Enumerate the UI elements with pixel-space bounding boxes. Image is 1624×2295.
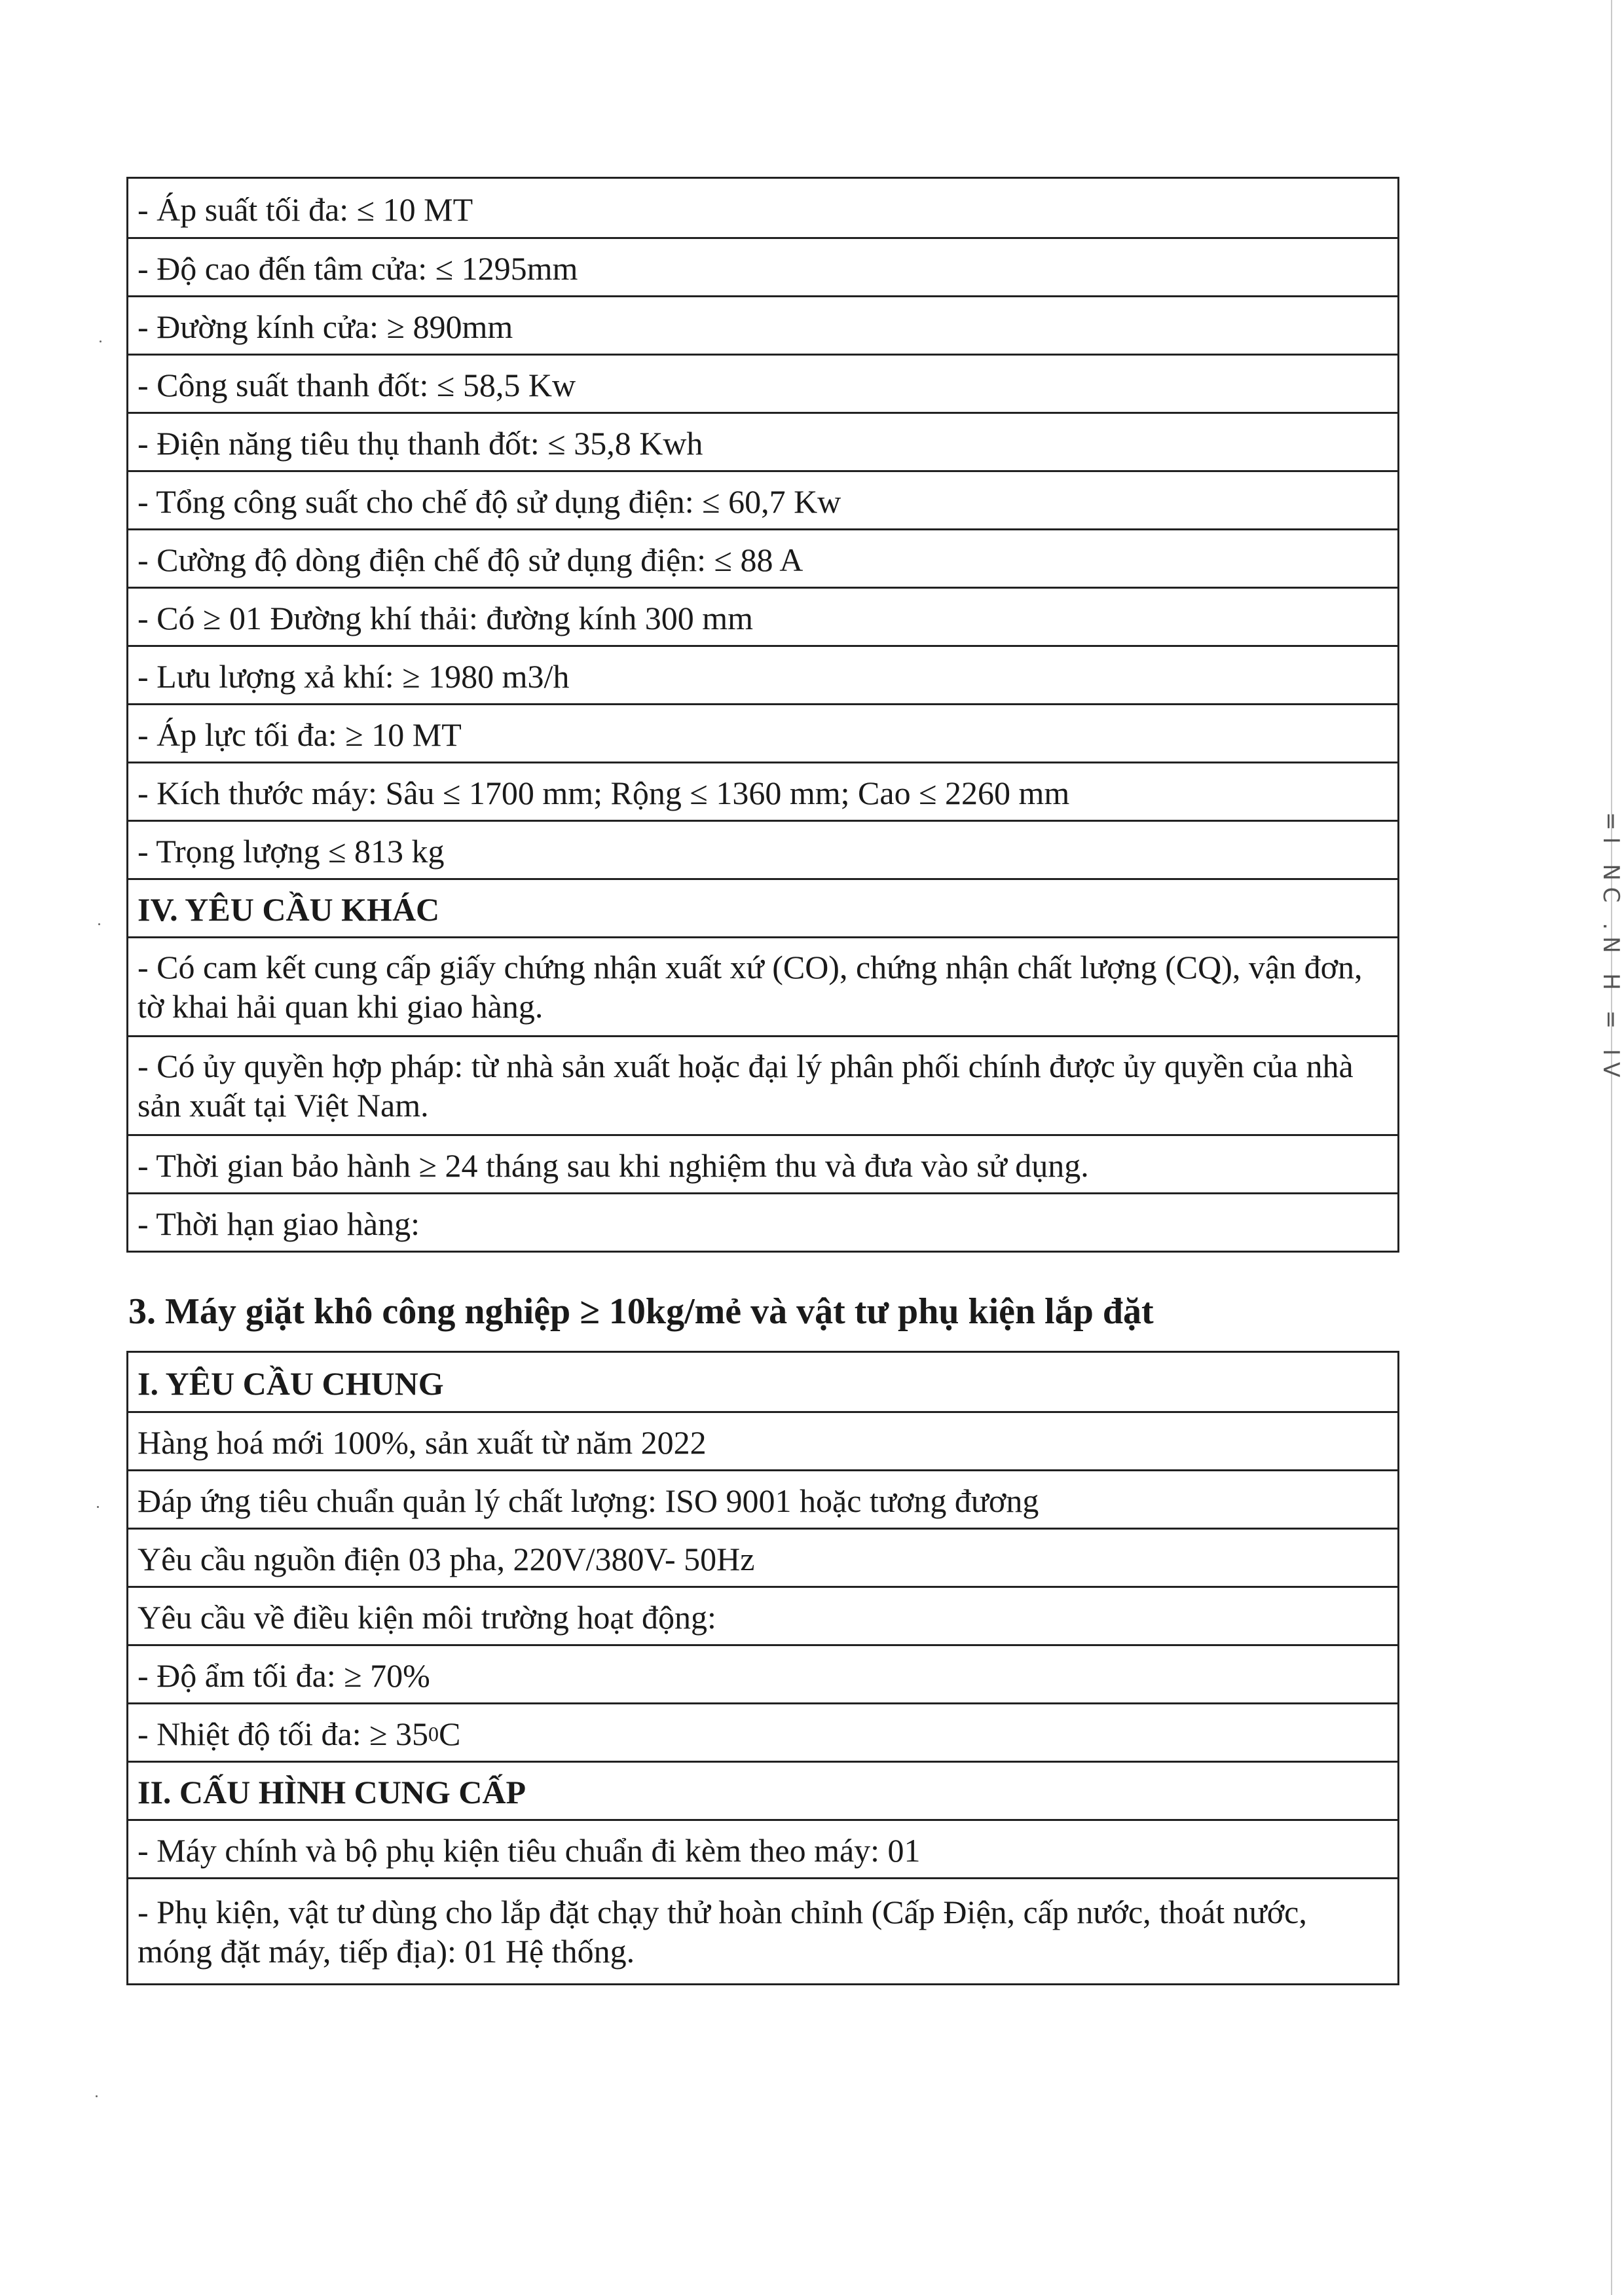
table-row: - Máy chính và bộ phụ kiện tiêu chuẩn đi kèm theo máy: 01 [128, 1819, 1397, 1877]
table-row: - Có ủy quyền hợp pháp: từ nhà sản xuất hoặc đại lý phân phối chính được ủy quyền của nhà sản xuất tại Việt Nam. [128, 1035, 1397, 1134]
table-row: Hàng hoá mới 100%, sản xuất từ năm 2022 [128, 1411, 1397, 1469]
table-row: - Có cam kết cung cấp giấy chứng nhận xuất xứ (CO), chứng nhận chất lượng (CQ), vận đơn, tờ khai hải quan khi giao hàng. [128, 936, 1397, 1035]
table-row: - Lưu lượng xả khí: ≥ 1980 m3/h [128, 645, 1397, 703]
section-heading-supply-configuration: II. CẤU HÌNH CUNG CẤP [128, 1761, 1397, 1819]
table-row: - Nhiệt độ tối đa: ≥ 35 0 C [128, 1702, 1397, 1761]
scan-dot [98, 923, 100, 925]
spec-table-continued [126, 177, 1399, 1253]
table-row: - Đường kính cửa: ≥ 890mm [128, 295, 1397, 354]
table-row: - Áp lực tối đa: ≥ 10 MT [128, 703, 1397, 762]
table-row: - Thời gian bảo hành ≥ 24 tháng sau khi nghiệm thu và đưa vào sử dụng. [128, 1134, 1397, 1192]
scan-dot [100, 340, 101, 342]
table-row: Yêu cầu về điều kiện môi trường hoạt động: [128, 1586, 1397, 1644]
scan-dot [97, 1506, 99, 1508]
section-title: 3. Máy giặt khô công nghiệp ≥ 10kg/mẻ và vật tư phụ kiện lắp đặt [128, 1291, 1154, 1332]
table-row: - Tổng công suất cho chế độ sử dụng điện: ≤ 60,7 Kw [128, 470, 1397, 528]
table-row: - Độ ẩm tối đa: ≥ 70% [128, 1644, 1397, 1702]
section-heading-general-requirements: I. YÊU CẦU CHUNG [138, 1365, 444, 1402]
table-row: - Công suất thanh đốt: ≤ 58,5 Kw [128, 354, 1397, 412]
table-row: - Phụ kiện, vật tư dùng cho lắp đặt chạy thử hoàn chỉnh (Cấp Điện, cấp nước, thoát nước, móng đặt máy, tiếp địa): 01 Hệ thống. [128, 1877, 1397, 1983]
section-heading-other-requirements: IV. YÊU CẦU KHÁC [128, 878, 1397, 936]
table-row: - Thời hạn giao hàng: [128, 1192, 1397, 1251]
table-row: - Áp suất tối đa: ≤ 10 MT [138, 191, 473, 228]
table-row: - Độ cao đến tâm cửa: ≤ 1295mm [128, 237, 1397, 295]
scan-dot [96, 2095, 98, 2097]
table-row: - Có ≥ 01 Đường khí thải: đường kính 300 mm [128, 587, 1397, 645]
table-row: - Kích thước máy: Sâu ≤ 1700 mm; Rộng ≤ 1360 mm; Cao ≤ 2260 mm [128, 762, 1397, 820]
spec-table-dry-cleaner [126, 1351, 1399, 1985]
table-row: - Cường độ dòng điện chế độ sử dụng điện: ≤ 88 A [128, 528, 1397, 587]
table-row: - Trọng lượng ≤ 813 kg [128, 820, 1397, 878]
table-row: Yêu cầu nguồn điện 03 pha, 220V/380V- 50Hz [128, 1528, 1397, 1586]
margin-stamp-fragment: =I NC .N H = IV [1598, 812, 1624, 1084]
table-row: - Điện năng tiêu thụ thanh đốt: ≤ 35,8 Kwh [128, 412, 1397, 470]
table-row: Đáp ứng tiêu chuẩn quản lý chất lượng: ISO 9001 hoặc tương đương [128, 1469, 1397, 1528]
